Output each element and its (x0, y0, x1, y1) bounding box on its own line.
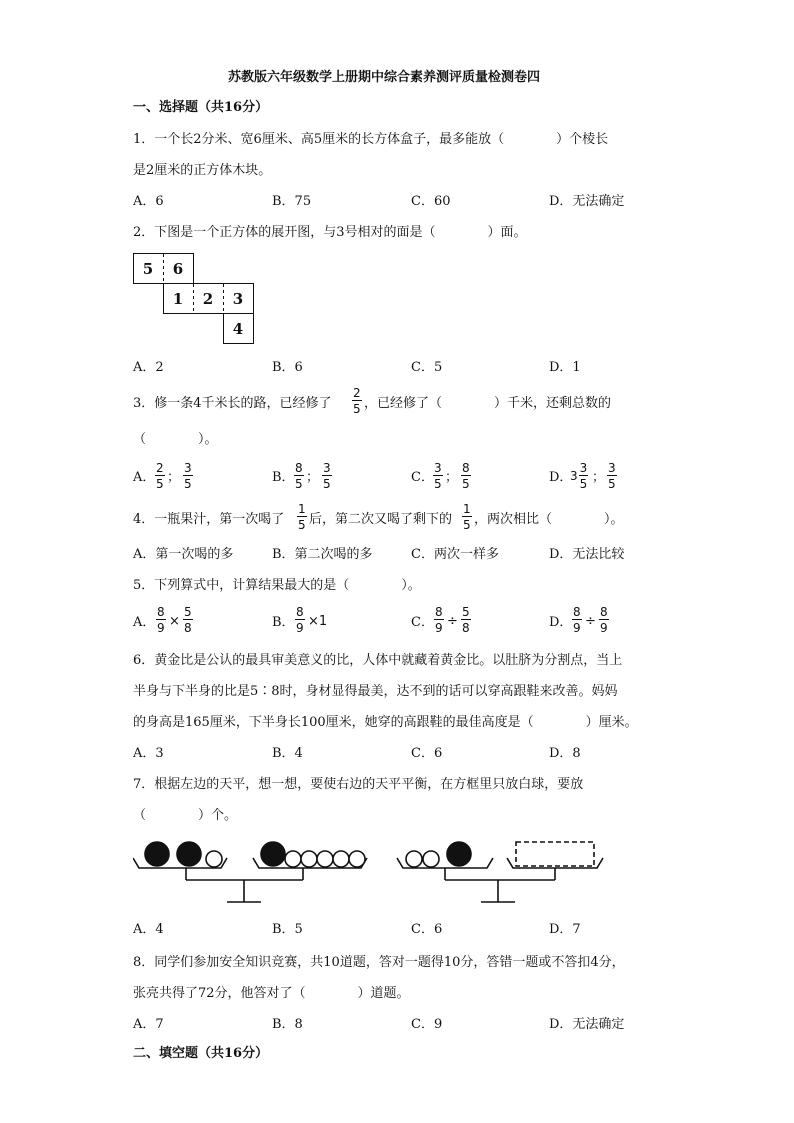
q7-option-d[interactable]: D．7 (549, 922, 581, 937)
q1-line2: 是2厘米的正方体木块。 (133, 163, 272, 178)
q1-option-c[interactable]: C．60 (411, 194, 451, 209)
q7-option-b[interactable]: B．5 (272, 922, 303, 937)
q5-option-b-label[interactable]: B． (272, 615, 295, 630)
q3-option-c-sep: ； (445, 470, 459, 485)
empty-answer-box (516, 842, 594, 866)
q4-fraction-1: $\frac{1}{5}$ (298, 502, 306, 532)
q5-option-a-frac2: $\frac{5}{8}$ (184, 605, 192, 635)
q5-option-d-frac1: $\frac{8}{9}$ (573, 605, 581, 635)
q4-option-c[interactable]: C．两次一样多 (411, 547, 499, 562)
q5-option-c-frac1: $\frac{8}{9}$ (435, 605, 443, 635)
q3-option-b-frac2: $\frac{3}{5}$ (323, 461, 331, 491)
q2-option-a[interactable]: A．2 (133, 360, 164, 375)
q6-option-d[interactable]: D．8 (549, 746, 581, 761)
q3-line1b: ，已经修了（ ）千米，还剩总数的 (364, 396, 612, 411)
q5-option-d-operator: ÷ (585, 614, 596, 629)
q5-option-c-operator: ÷ (447, 614, 458, 629)
q3-option-c-label[interactable]: C． (411, 470, 434, 485)
q3-option-d-label[interactable]: D． (549, 470, 573, 485)
q1-line1: 1．一个长2分米、宽6厘米、高5厘米的长方体盒子，最多能放（ ）个棱长 (133, 132, 609, 147)
q5-option-c-label[interactable]: C． (411, 615, 434, 630)
white-ball (317, 851, 333, 867)
q3-option-d-mixed: 3 $\frac{3}{5}$ (570, 461, 588, 491)
q6-option-c[interactable]: C．6 (411, 746, 443, 761)
q8-option-b[interactable]: B．8 (272, 1017, 303, 1032)
white-ball (301, 851, 317, 867)
q5-line1: 5．下列算式中，计算结果最大的是（ ）。 (133, 578, 421, 593)
q3-option-a-sep: ； (167, 470, 181, 485)
q3-fraction-2-5: $\frac{2}{5}$ (353, 386, 361, 416)
q3-option-b-sep: ； (306, 470, 320, 485)
q6-option-a[interactable]: A．3 (133, 746, 164, 761)
q2-line1: 2．下图是一个正方体的展开图，与3号相对的面是（ ）面。 (133, 225, 527, 240)
right-balance-scale (397, 842, 603, 902)
q6-line1: 6．黄金比是公认的最具审美意义的比，人体中就藏着黄金比。以肚脐为分割点，当上 (133, 653, 623, 668)
q7-option-c[interactable]: C．6 (411, 922, 443, 937)
q6-option-b[interactable]: B．4 (272, 746, 303, 761)
q3-option-d-sep: ； (592, 470, 606, 485)
q8-option-d[interactable]: D．无法确定 (549, 1017, 625, 1032)
q5-option-b-frac1: $\frac{8}{9}$ (296, 605, 304, 635)
q2-option-c[interactable]: C．5 (411, 360, 443, 375)
q3-option-a-label[interactable]: A． (133, 470, 156, 485)
q3-option-b-frac1: $\frac{8}{5}$ (295, 461, 303, 491)
white-ball (349, 851, 365, 867)
q4-line-b: 后，第二次又喝了剩下的 (309, 512, 453, 527)
q8-line2: 张亮共得了72分，他答对了（ ）道题。 (133, 986, 410, 1001)
page-title: 苏教版六年级数学上册期中综合素养测评质量检测卷四 (228, 70, 541, 85)
net-face-5: 5 (142, 260, 154, 278)
q5-option-b-operator: ×1 (308, 614, 328, 629)
q1-option-b[interactable]: B．75 (272, 194, 312, 209)
q6-line2: 半身与下半身的比是5∶8时，身材显得最美，达不到的话可以穿高跟鞋来改善。妈妈 (133, 684, 618, 699)
q7-line1: 7．根据左边的天平，想一想，要使右边的天平平衡，在方框里只放白球，要放 (133, 777, 584, 792)
net-face-3: 3 (232, 290, 244, 308)
black-ball (261, 842, 285, 866)
q4-line-c: ，两次相比（ ）。 (474, 512, 624, 527)
q3-line2: （ ）。 (133, 432, 218, 447)
balance-scales-figure (133, 838, 613, 908)
q8-option-c[interactable]: C．9 (411, 1017, 443, 1032)
q4-line-a: 4．一瓶果汁，第一次喝了 (133, 512, 285, 527)
q8-line1: 8．同学们参加安全知识竞赛，共10道题，答对一题得10分，答错一题或不答扣4分， (133, 955, 625, 970)
q5-option-a-label[interactable]: A． (133, 615, 156, 630)
left-balance-scale (133, 842, 367, 902)
white-ball (406, 851, 422, 867)
white-ball (206, 851, 222, 867)
section-heading-choice: 一、选择题（共16分） (133, 100, 269, 115)
q4-option-b[interactable]: B．第二次喝的多 (272, 547, 373, 562)
white-ball (285, 851, 301, 867)
net-face-4: 4 (232, 320, 244, 338)
q3-option-a-frac1: $\frac{2}{5}$ (156, 461, 164, 491)
cube-net-figure (133, 253, 263, 345)
q5-option-d-frac2: $\frac{8}{9}$ (600, 605, 608, 635)
net-face-1: 1 (172, 290, 184, 308)
black-ball (177, 842, 201, 866)
q4-fraction-2: $\frac{1}{5}$ (463, 502, 471, 532)
q3-option-c-frac1: $\frac{3}{5}$ (434, 461, 442, 491)
black-ball (447, 842, 471, 866)
q1-option-d[interactable]: D．无法确定 (549, 194, 625, 209)
q8-option-a[interactable]: A．7 (133, 1017, 164, 1032)
q5-option-a-operator: × (169, 614, 180, 629)
black-ball (145, 842, 169, 866)
q3-option-b-label[interactable]: B． (272, 470, 295, 485)
q3-option-a-frac2: $\frac{3}{5}$ (184, 461, 192, 491)
q2-option-d[interactable]: D．1 (549, 360, 581, 375)
white-ball (333, 851, 349, 867)
q4-option-d[interactable]: D．无法比较 (549, 547, 625, 562)
q7-line2: （ ）个。 (133, 808, 238, 823)
q3-option-d-frac2: $\frac{3}{5}$ (608, 461, 616, 491)
q2-option-b[interactable]: B．6 (272, 360, 303, 375)
q3-option-c-frac2: $\frac{8}{5}$ (462, 461, 470, 491)
q4-option-a[interactable]: A．第一次喝的多 (133, 547, 234, 562)
q7-option-a[interactable]: A．4 (133, 922, 164, 937)
q5-option-c-frac2: $\frac{5}{8}$ (462, 605, 470, 635)
section-heading-fill: 二、填空题（共16分） (133, 1046, 269, 1061)
q6-line3: 的身高是165厘米，下半身长100厘米，她穿的高跟鞋的最佳高度是（ ）厘米。 (133, 715, 638, 730)
q5-option-d-label[interactable]: D． (549, 615, 573, 630)
net-face-6: 6 (172, 260, 184, 278)
q5-option-a-frac1: $\frac{8}{9}$ (157, 605, 165, 635)
net-face-2: 2 (202, 290, 214, 308)
white-ball (423, 851, 439, 867)
q1-option-a[interactable]: A．6 (133, 194, 164, 209)
q3-line1a: 3．修一条4千米长的路，已经修了 (133, 396, 332, 411)
